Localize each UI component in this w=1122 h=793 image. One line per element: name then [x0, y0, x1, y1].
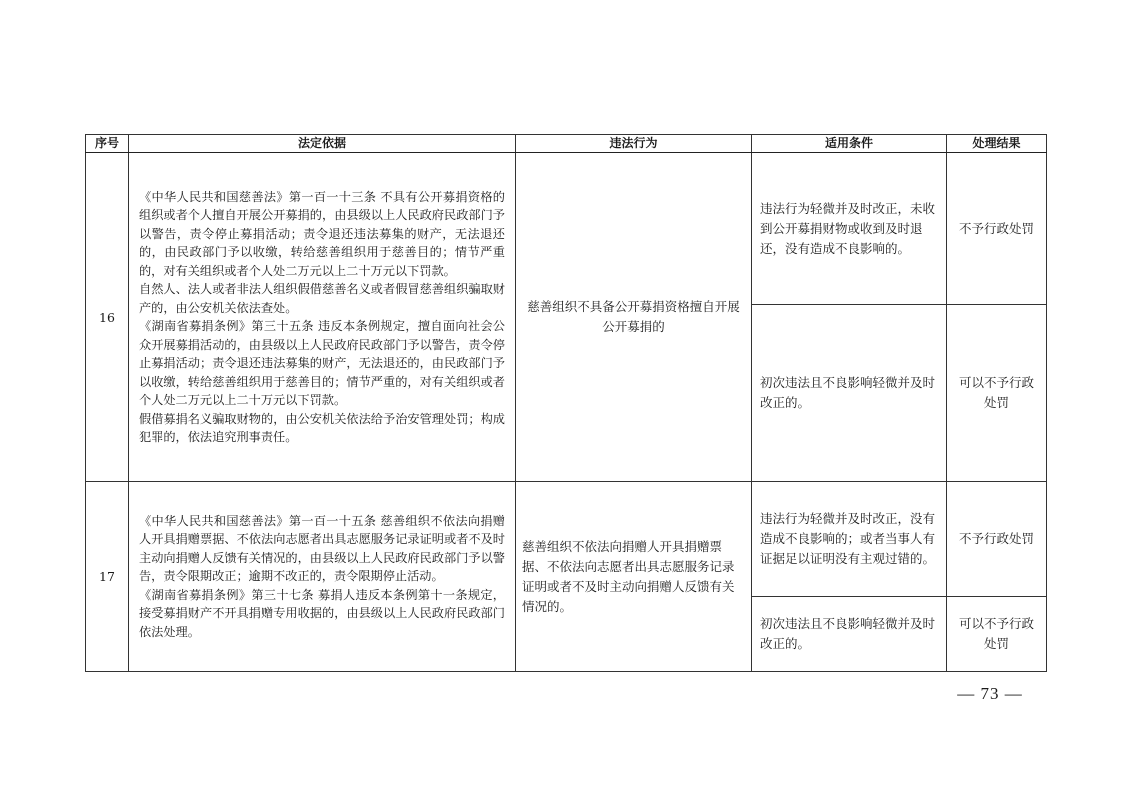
row-seq: 16 [86, 153, 129, 482]
result-cell: 可以不予行政处罚 [947, 305, 1047, 482]
legal-basis-paragraph: 自然人、法人或者非法人组织假借慈善名义或者假冒慈善组织骗取财产的，由公安机关依法查处。 [139, 282, 505, 315]
result-cell: 不予行政处罚 [947, 482, 1047, 597]
legal-basis-paragraph: 《中华人民共和国慈善法》第一百一十三条 不具有公开募捐资格的组织或者个人擅自开展公开募捐的，由县级以上人民政府民政部门予以警告，责令停止募捐活动；责令退还违法募集的财产，无法退还的，由民政部门予以收缴，转给慈善组织用于慈善目的；情节严重的，对有关组织或者个人处二万元以上二十万元以下罚款。 [139, 189, 505, 278]
table-row [86, 153, 1047, 305]
violation-cell [516, 482, 752, 672]
legal-basis-cell [129, 482, 516, 672]
page-number: — 73 — [957, 684, 1023, 703]
table-header-row [86, 135, 1047, 153]
condition-cell: 违法行为轻微并及时改正，未收到公开募捐财物或收到及时退还，没有造成不良影响的。 [752, 153, 947, 305]
header-condition: 适用条件 [752, 135, 947, 153]
condition-cell: 初次违法且不良影响轻微并及时改正的。 [752, 597, 947, 672]
legal-basis-paragraph: 假借募捐名义骗取财物的，由公安机关依法给予治安管理处罚；构成犯罪的，依法追究刑事责任。 [139, 411, 505, 444]
row-seq: 17 [86, 482, 129, 672]
legal-basis-paragraph: 《湖南省募捐条例》第三十五条 违反本条例规定，擅自面向社会公众开展募捐活动的，由县级以上人民政府民政部门予以警告，责令停止募捐活动；责令退还违法募集的财产，无法退还的，由民政部门予以收缴，转给慈善组织用于慈善目的；情节严重的，对有关组织或者个人处二万元以上二十万元以下罚款。 [139, 319, 505, 407]
header-violation: 违法行为 [516, 135, 752, 153]
condition-cell: 初次违法且不良影响轻微并及时改正的。 [752, 305, 947, 482]
result-cell: 可以不予行政处罚 [947, 597, 1047, 672]
result-cell: 不予行政处罚 [947, 153, 1047, 305]
violation-text: 慈善组织不依法向捐赠人开具捐赠票据、不依法向志愿者出具志愿服务记录证明或者不及时主动向捐赠人反馈有关情况的。 [522, 538, 735, 614]
violation-text: 慈善组织不具备公开募捐资格擅自开展公开募捐的 [527, 299, 740, 334]
table-row [86, 482, 1047, 597]
header-seq: 序号 [86, 135, 129, 153]
header-legal-basis: 法定依据 [129, 135, 516, 153]
legal-basis-cell [129, 153, 516, 482]
legal-basis-paragraph: 《中华人民共和国慈善法》第一百一十五条 慈善组织不依法向捐赠人开具捐赠票据、不依法向志愿者出具志愿服务记录证明或者不及时主动向捐赠人反馈有关情况的，由县级以上人民政府民政部门予以警告，责令限期改正；逾期不改正的，责令限期停止活动。 [139, 513, 505, 584]
violation-cell [516, 153, 752, 482]
condition-cell: 违法行为轻微并及时改正，没有造成不良影响的；或者当事人有证据足以证明没有主观过错的。 [752, 482, 947, 597]
legal-basis-paragraph: 《湖南省募捐条例》第三十七条 募捐人违反本条例第十一条规定，接受募捐财产不开具捐赠专用收据的，由县级以上人民政府民政部门依法处理。 [139, 587, 505, 639]
penalty-table [85, 134, 1047, 672]
header-result: 处理结果 [947, 135, 1047, 153]
